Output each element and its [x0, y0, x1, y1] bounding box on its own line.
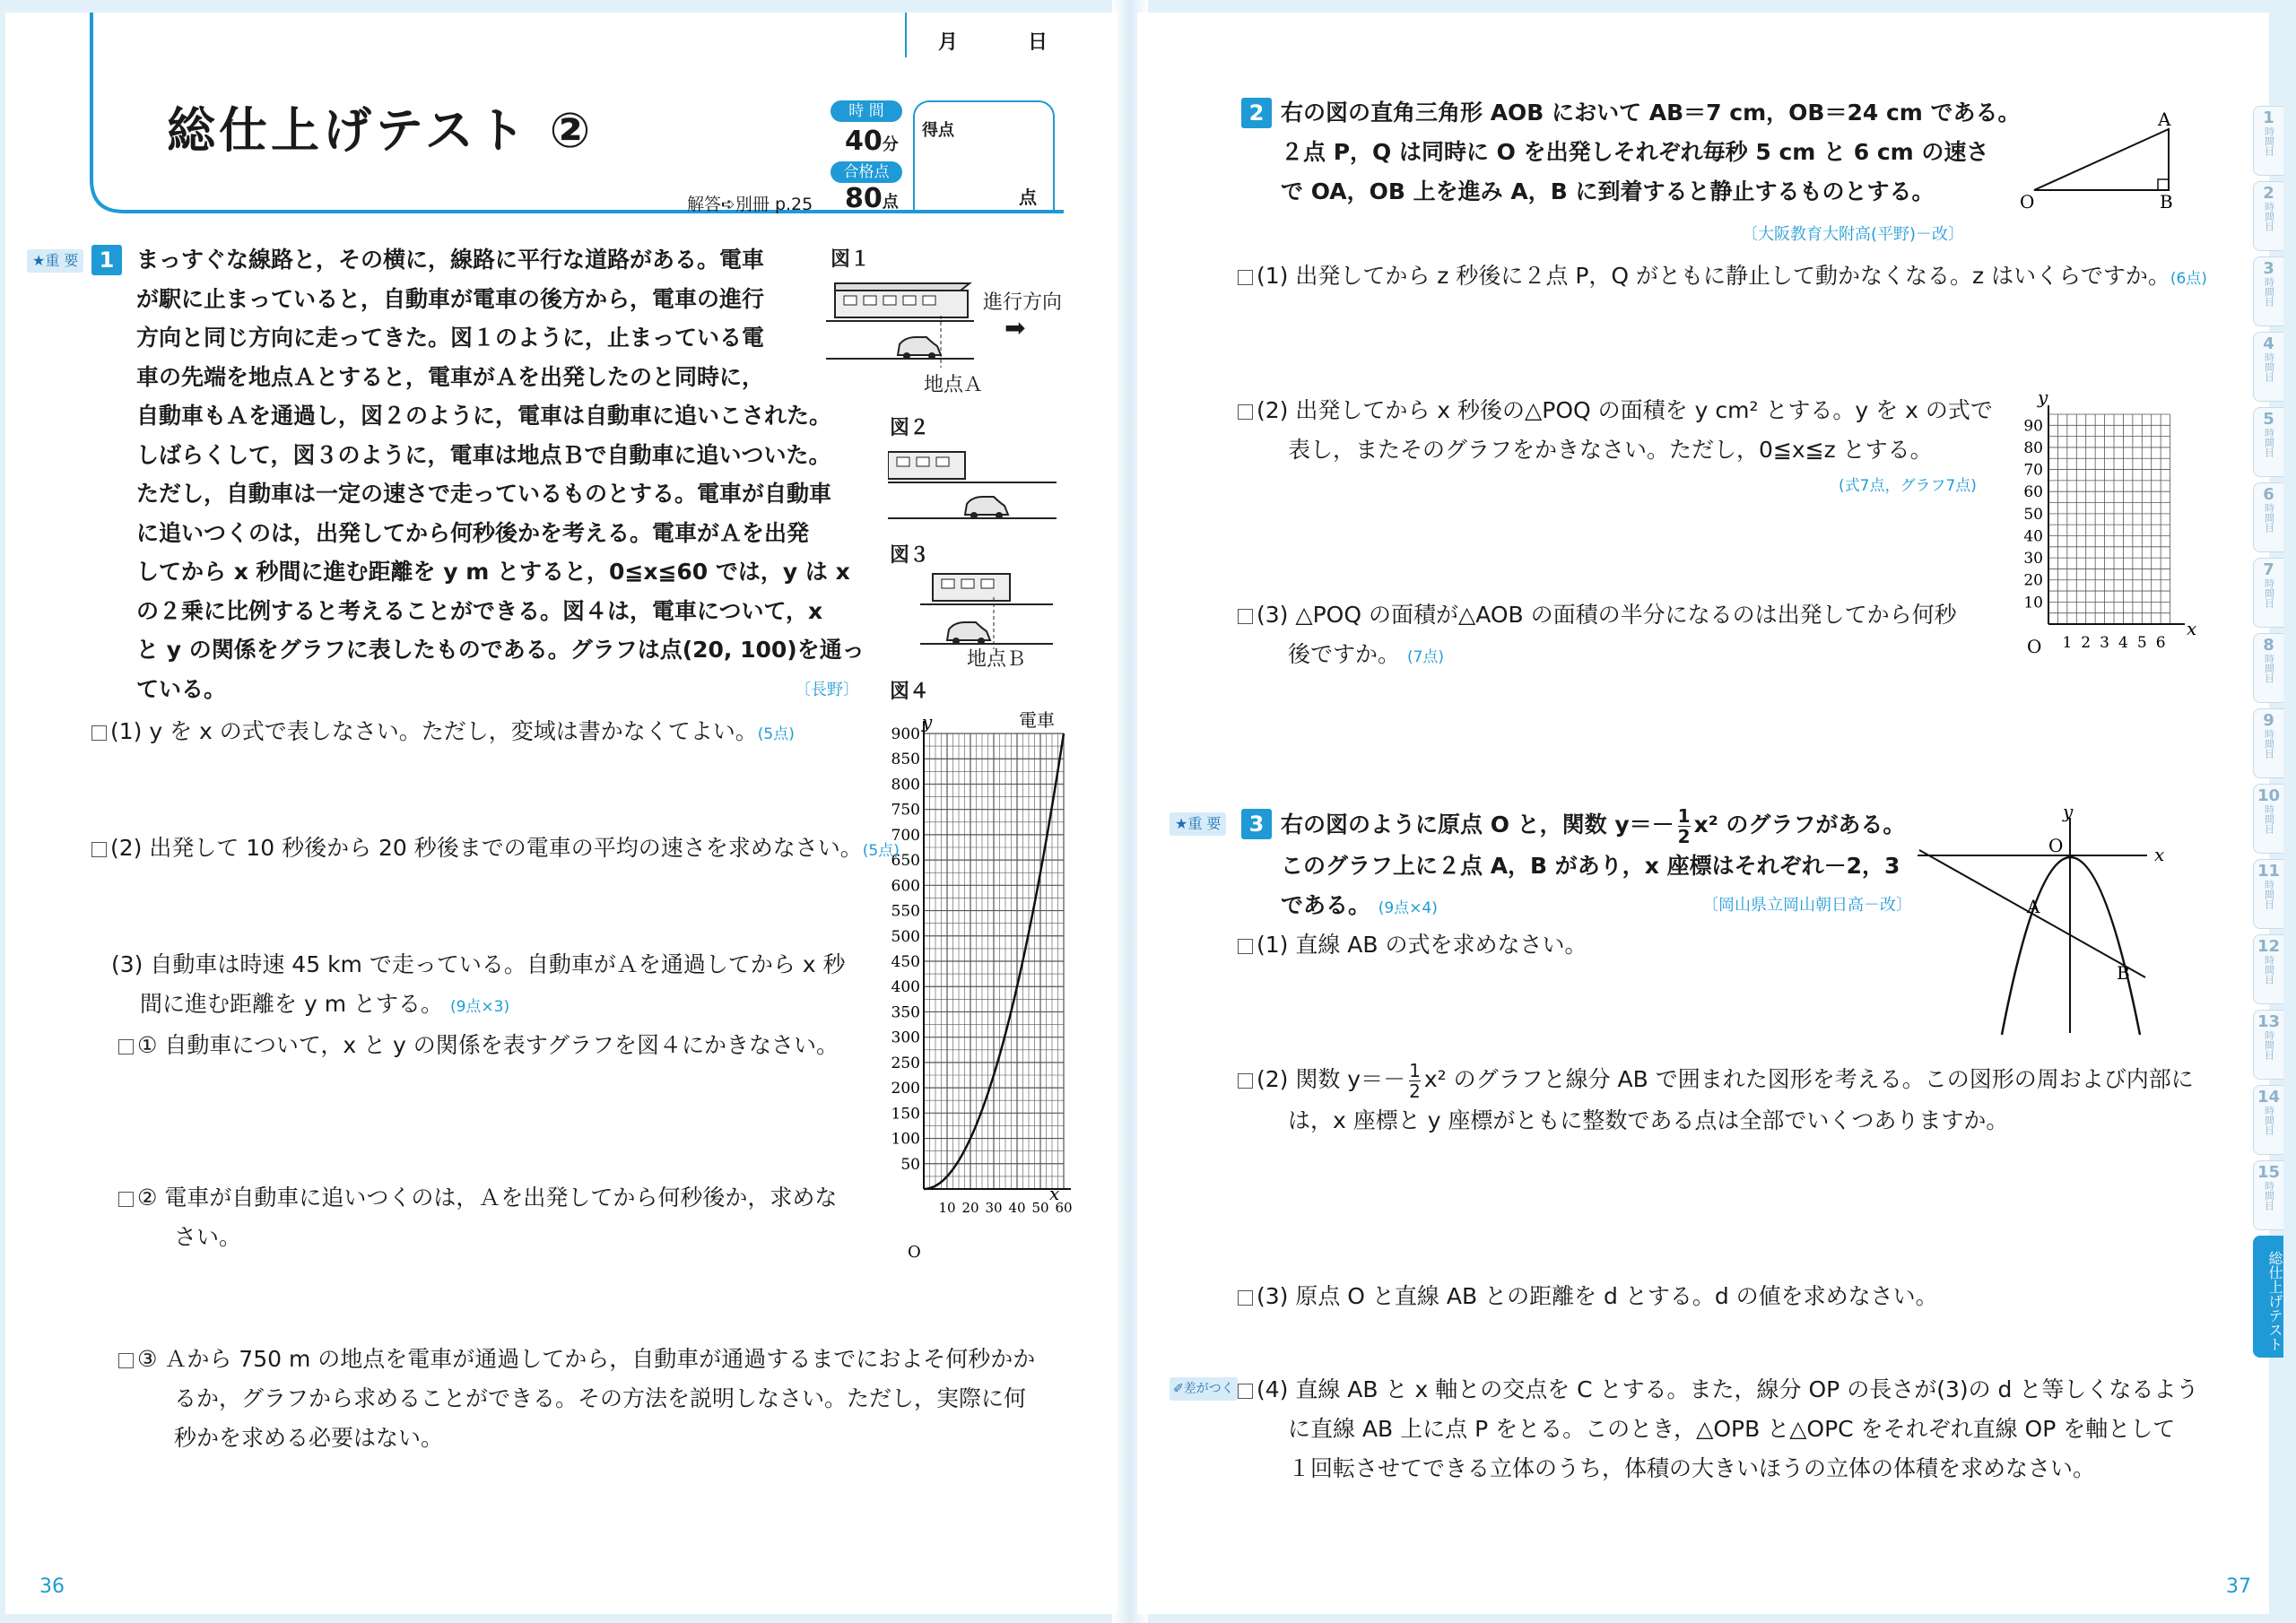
chart1-y-tick-label: 550: [891, 902, 920, 921]
q3-line2: このグラフ上に２点 A，B があり，x 座標はそれぞれ－2，3: [1281, 853, 1900, 879]
arrow-right-icon: ➡: [1004, 313, 1026, 343]
chapter-tab-9[interactable]: 9 時間目: [2253, 708, 2283, 778]
q1-sub3-line1: (3) 自動車は時速 45 km で走っている。自動車がＡを通過してから x 秒: [111, 951, 846, 977]
q1-sub3-1: ① 自動車について，x と y の関係を表すグラフを図４にかきなさい。: [118, 1026, 839, 1065]
difficulty-badge: ✐差がつく: [1170, 1377, 1238, 1401]
graph-x-label: x: [2154, 844, 2165, 865]
chart1-y-tick-label: 400: [891, 978, 920, 997]
chart1-y-tick-label: 650: [891, 852, 920, 871]
chart1-y-tick-label: 200: [891, 1080, 920, 1098]
chart2-ylabel: y: [2038, 386, 2048, 408]
graph-point-b: B: [2117, 962, 2130, 984]
time-label: 時 間: [831, 100, 902, 122]
chart2-y-tick-label: 40: [2023, 527, 2043, 546]
chart1-y-tick-label: 750: [891, 801, 920, 820]
checkbox-icon[interactable]: [118, 1039, 134, 1055]
chart1-x-tick-label: 40: [1008, 1200, 1026, 1216]
checkbox-icon[interactable]: [1238, 609, 1253, 624]
q2-graph-grid: [1993, 384, 2208, 662]
chart2-x-tick-label: 6: [2155, 634, 2166, 652]
chapter-tab-7[interactable]: 7 時間目: [2253, 558, 2283, 628]
fig1-illustration: [826, 271, 978, 369]
q2-text: 右の図の直角三角形 AOB において AB＝7 cm，OB＝24 cm である。 ２点 P，Q は同時に O を出発しそれぞれ毎秒 5 cm と 6 cm の速さ で OA，OB 上を進み A，B に到着すると静止するものとする。: [1281, 100, 2021, 204]
month-label: 月: [938, 31, 959, 54]
fig1-label: 図１: [831, 248, 871, 271]
q1-sub3-3-line2: るか，グラフから求めることができる。その方法を説明しなさい。ただし，実際に何: [174, 1385, 1027, 1411]
checkbox-icon[interactable]: [1238, 404, 1253, 420]
chart2-x-tick-label: 5: [2136, 634, 2147, 652]
q3-line3: である。 (9点×4): [1281, 892, 1438, 918]
chart1-series-label: 電車: [1019, 709, 1055, 731]
checkbox-icon[interactable]: [1238, 1290, 1253, 1306]
fig1-direction: 進行方向: [983, 291, 1063, 314]
fig3-illustration: [920, 570, 1055, 651]
checkbox-icon[interactable]: [1238, 1384, 1253, 1399]
chart1-x-tick-label: 10: [938, 1200, 956, 1216]
chart1-y-tick-label: 450: [891, 953, 920, 971]
important-badge: ★重 要: [1170, 812, 1226, 836]
q3-sub2-line1: (2) 関数 y＝－ $\frac{1}{2}$ x² のグラフと線分 AB で囲まれた図形を考える。この図形の周および内部に: [1238, 1060, 2194, 1101]
chart1-y-tick-label: 150: [891, 1105, 920, 1124]
graph-origin-label: O: [2048, 835, 2064, 856]
chart2-y-tick-label: 20: [2023, 571, 2043, 590]
chart2-x-tick-label: 4: [2118, 634, 2128, 652]
chapter-tab-15[interactable]: 15 時間目: [2253, 1160, 2283, 1230]
chapter-tab-5[interactable]: 5 時間目: [2253, 407, 2283, 477]
q3-source: 〔岡山県立岡山朝日高－改〕: [1702, 896, 1912, 915]
checkbox-icon[interactable]: [1238, 270, 1253, 285]
page-number-left: 36: [39, 1575, 65, 1598]
chart2-y-tick-label: 90: [2023, 417, 2043, 436]
chapter-tab-2[interactable]: 2 時間目: [2253, 181, 2283, 251]
tri-label-b: B: [2160, 191, 2173, 213]
q2-sub1: (1) 出発してから z 秒後に２点 P，Q がともに静止して動かなくなる。z はいくらですか。(6点): [1238, 256, 2207, 299]
q3-sub1: (1) 直線 AB の式を求めなさい。: [1238, 925, 1587, 965]
chapter-tab-14[interactable]: 14 時間目: [2253, 1085, 2283, 1155]
q1-sub2: (2) 出発して 10 秒後から 20 秒後までの電車の平均の速さを求めなさい。(5点): [91, 829, 900, 871]
fig2-illustration: [888, 443, 1058, 524]
chart2-xlabel: x: [2187, 618, 2197, 639]
fig3-label: 図３: [890, 544, 930, 567]
chart1-xlabel: x: [1049, 1183, 1060, 1204]
q3-sub3: (3) 原点 O と直線 AB との距離を d とする。d の値を求めなさい。: [1238, 1277, 1938, 1316]
chart2-y-tick-label: 70: [2023, 461, 2043, 480]
chapter-tab-4[interactable]: 4 時間目: [2253, 332, 2283, 402]
q1-text: まっすぐな線路と，その横に，線路に平行な道路がある。電車 が駅に止まっていると，自動車が電車の後方から，電車の進行 方向と同じ方向に走ってきた。図１のように，止まっている電 車の先端を地点Ａとすると，電車がＡを出発したのと同時に， 自動車もＡを通過し，図２のように，電車は自動車に追いこされた。 しばらくして，図３のように，電車は地点Ｂで自動車に追いついた。 ただし，自動車は一定の速さで走っているものとする。電車が自動車 に追いつくのは，出発してから何秒後かを考える。電車がＡを出発 してから x 秒間に進む距離を y m とすると，0≦x≦60 では，y は x の２乗に比例すると考えることができる。図４は，電車について，x と y の関係をグラフに表したものである。グラフは点(20, 100)を通っ ている。: [136, 247, 865, 702]
chart1-y-tick-label: 350: [891, 1003, 920, 1022]
chart1-origin: O: [908, 1243, 921, 1262]
q1-sub3-3-line1: ③ Ａから 750 m の地点を電車が通過してから，自動車が通過するまでにおよそ何秒かか: [118, 1340, 1035, 1379]
chart1-x-tick-label: 50: [1031, 1200, 1049, 1216]
chart1-y-ticks: [891, 725, 920, 1174]
graph-point-a: A: [2027, 896, 2040, 917]
chart2-x-tick-label: 2: [2081, 634, 2092, 652]
q1-sub1: (1) y を x の式で表しなさい。ただし，変域は書かなくてよい。(5点): [91, 712, 795, 754]
question-number-1: 1: [91, 245, 122, 275]
time-value: 40分: [845, 126, 899, 157]
score-label: 得点: [922, 121, 954, 140]
chapter-tab-11[interactable]: 11 時間目: [2253, 859, 2283, 929]
chart1-ylabel: y: [922, 711, 933, 733]
chapter-tab-13[interactable]: 13 時間目: [2253, 1010, 2283, 1080]
chart1-y-tick-label: 50: [900, 1155, 920, 1174]
triangle-aob-figure: [1998, 106, 2178, 213]
chart1-y-tick-label: 100: [891, 1130, 920, 1149]
chart1-y-tick-label: 700: [891, 826, 920, 845]
pass-value: 80点: [845, 183, 899, 214]
q1-sub3-3-line3: 秒かを求める必要はない。: [174, 1425, 444, 1451]
chart2-y-tick-label: 10: [2023, 594, 2043, 612]
chart2-y-tick-label: 30: [2023, 550, 2043, 568]
chart2-origin: O: [2027, 636, 2042, 657]
q1-sub3-2-line2: さい。: [174, 1224, 242, 1250]
chapter-tab-8[interactable]: 8 時間目: [2253, 633, 2283, 703]
chart1-x-tick-label: 60: [1055, 1200, 1073, 1216]
chart2-y-ticks: [2023, 417, 2043, 612]
fig1-point-a: 地点Ａ: [924, 374, 984, 396]
q2-sub2-line1: (2) 出発してから x 秒後の△POQ の面積を y cm² とする。y を x の式で: [1238, 391, 1993, 430]
chart1-x-tick-label: 30: [985, 1200, 1003, 1216]
chart1-grid: [924, 721, 1071, 1189]
graph-y-label: y: [2063, 805, 2074, 822]
checkbox-icon[interactable]: [91, 725, 107, 741]
chart1-x-tick-label: 20: [961, 1200, 979, 1216]
q3-line1: 右の図のように原点 O と，関数 y＝－ $\frac{1}{2}$ x² のグラフがある。: [1281, 804, 1906, 847]
chapter-tab-3[interactable]: 3 時間目: [2253, 256, 2283, 326]
page-number-right: 37: [2226, 1575, 2251, 1598]
q3-sub2-line2: は，x 座標と y 座標がともに整数である点は全部でいくつありますか。: [1288, 1107, 2009, 1133]
question-number-3: 3: [1241, 809, 1272, 839]
important-badge: ★重 要: [27, 249, 83, 273]
pass-label: 合格点: [831, 161, 902, 183]
q2-source: 〔大阪教育大附高(平野)－改〕: [1742, 225, 1965, 244]
chart1-y-tick-label: 250: [891, 1054, 920, 1072]
fig3-point-b: 地点Ｂ: [967, 648, 1027, 671]
score-unit: 点: [1019, 187, 1037, 208]
chart1-y-tick-label: 850: [891, 751, 920, 769]
chapter-tab-6[interactable]: 6 時間目: [2253, 482, 2283, 552]
chapter-tab-12[interactable]: 12 時間目: [2253, 934, 2283, 1004]
day-label: 日: [1028, 31, 1048, 54]
chapter-tab-final[interactable]: 総仕上げテスト: [2253, 1236, 2283, 1358]
chart1-y-tick-label: 600: [891, 877, 920, 896]
checkbox-icon[interactable]: [118, 1353, 134, 1368]
q2-sub2-line2: 表し，またそのグラフをかきなさい。ただし，0≦x≦z とする。: [1288, 437, 1933, 463]
tri-label-a: A: [2158, 108, 2171, 130]
checkbox-icon[interactable]: [118, 1192, 134, 1207]
page-title: 総仕上げテスト ②: [167, 102, 595, 159]
q2-sub3-line1: (3) △POQ の面積が△AOB の面積の半分になるのは出発してから何秒: [1238, 595, 1957, 635]
q1-source: 〔長野〕: [795, 681, 859, 699]
chapter-tab-10[interactable]: 10 時間目: [2253, 784, 2283, 854]
q1-sub3-2-line1: ② 電車が自動車に追いつくのは，Ａを出発してから何秒後か，求めな: [118, 1178, 837, 1218]
chart1-y-tick-label: 500: [891, 927, 920, 946]
fig2-label: 図２: [890, 417, 930, 439]
question-number-2: 2: [1241, 98, 1272, 128]
parabola-figure: [1918, 805, 2187, 1038]
q1-sub3-line2: 間に進む距離を y m とする。 (9点×3): [140, 991, 510, 1017]
chart2-y-tick-label: 60: [2023, 483, 2043, 502]
chart1-y-tick-label: 900: [891, 725, 920, 743]
checkbox-icon[interactable]: [1238, 939, 1253, 954]
chart2-y-tick-label: 80: [2023, 438, 2043, 457]
q3-sub4-line2: に直線 AB 上に点 P をとる。このとき，△OPB と△OPC をそれぞれ直線 OP を軸として: [1288, 1416, 2176, 1442]
answer-ref: 解答➪別冊 p.25: [687, 195, 813, 214]
q2-sub3-line2: 後ですか。 (7点): [1288, 641, 1445, 667]
right-page: [1137, 13, 2283, 1614]
checkbox-icon[interactable]: [91, 842, 107, 857]
chapter-tab-1[interactable]: 1 時間目: [2253, 106, 2283, 176]
checkbox-icon[interactable]: [1238, 1073, 1253, 1089]
chart2-grid: [2048, 405, 2185, 624]
q2-sub2-points: (式7点，グラフ7点): [1839, 477, 1977, 495]
chart1-y-tick-label: 300: [891, 1028, 920, 1047]
chart2-x-tick-label: 3: [2100, 634, 2109, 652]
chart2-y-tick-label: 50: [2023, 505, 2043, 524]
chart2-x-tick-label: 1: [2062, 634, 2073, 652]
q3-sub4-line1: (4) 直線 AB と x 軸との交点を C とする。また，線分 OP の長さが(3)の d と等しくなるよう: [1238, 1370, 2198, 1410]
left-page: [5, 13, 1118, 1614]
chart2-x-ticks: [2062, 634, 2165, 652]
fig4-label: 図４: [890, 681, 930, 703]
fig4-chart: [883, 703, 1089, 1268]
q3-sub4-line3: １回転させてできる立体のうち，体積の大きいほうの立体の体積を求めなさい。: [1288, 1455, 2096, 1481]
tri-label-o: O: [2020, 191, 2035, 213]
chart1-y-tick-label: 800: [891, 776, 920, 794]
chapter-tabs: [2253, 106, 2285, 1406]
